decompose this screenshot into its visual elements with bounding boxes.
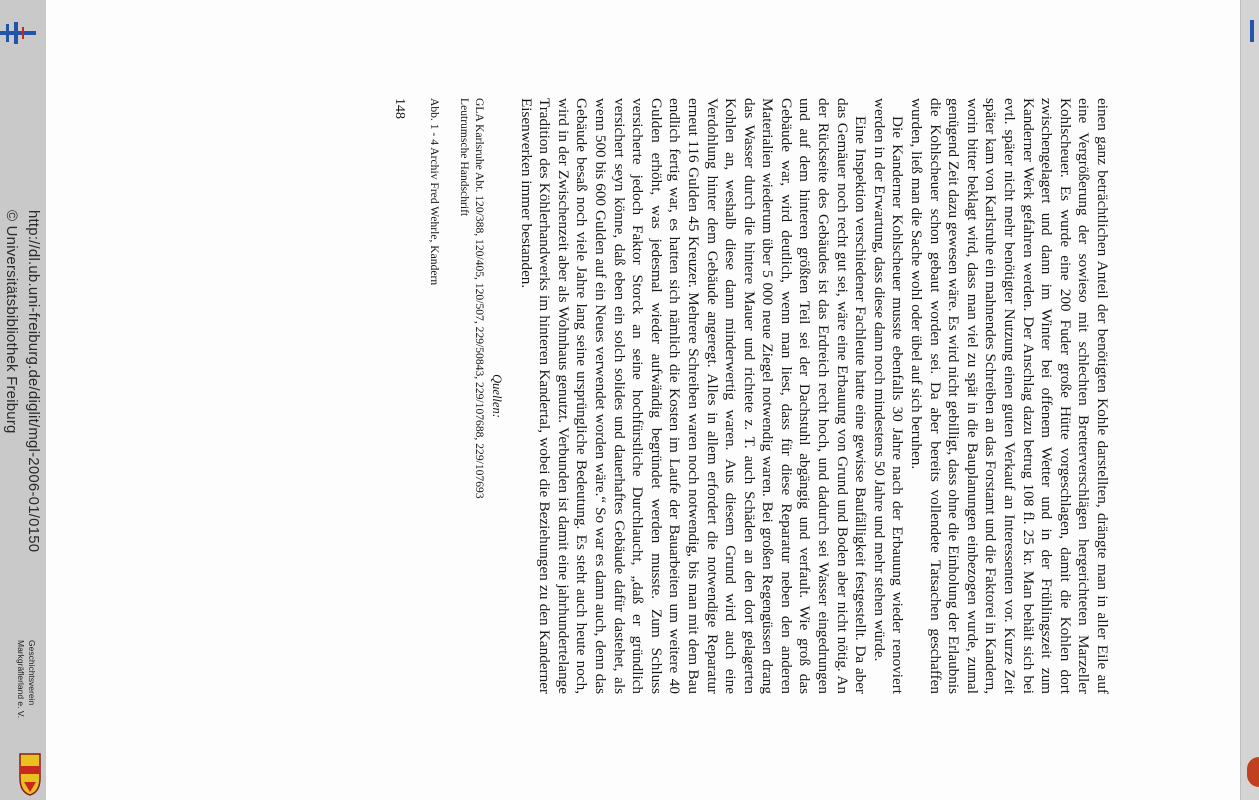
source-manuscript-line: Leutrumsche Handschrift (458, 98, 472, 217)
paragraph-1: einen ganz beträchtlichen Anteil der benötigten Kohle darstellten, drängte man in aller Eile auf eine Vergrößerung der sowieso mit schlechten Bretterverschlägen hergerichteten Marzeller Kohlscheuer. Es wurde eine 200 Fuder große Hütte vorgeschlagen, damit die Kohlen dort zwischengelagert und dann im Winter bei offenem Wetter und in der Frühlingszeit zum Kanderner Werk gefahren werden. Der Anschlag dazu betrug 108 fl. 25 kr. Man behält sich bei evtl. später nicht mehr benötigter Nutzung einen guten Verkauf an Interessenten vor. Kurze Zeit später kam von Karlsruhe ein mahnendes Schreiben an das Forstamt und die Faktorei in Kandern, worin bitter beklagt wird, dass man viel zu spät in die Bauplanungen einbezogen wurde, zumal genügend Zeit dazu gewesen wäre. Es wird nicht gebilligt, dass ohne die Einholung der Erlaubnis die Kohlscheuer schon gebaut worden sei. Da aber bereits vollendete Tatsachen geschaffen wurden, ließ man die Sache wohl oder übel auf sich beruhen. (908, 98, 1111, 694)
copyright-notice: © Universitätsbibliothek Freiburg (3, 210, 20, 434)
page-number: 148 (392, 98, 408, 119)
margin-url-block (0, 210, 44, 630)
paragraph-3: Eine Inspektion verschiedener Fachleute hatte eine gewisse Baufälligkeit festgestellt. Da aber das Gemäuer noch recht gut sei, wäre eine Erbauung von Grund und Boden aber nicht nötig. An der Rückseite des Gebäudes ist das Erdreich recht hoch, und dadurch sei Wasser eingedrungen und auf dem hinteren größten Teil sei der Dachstuhl abgängig und verfault. Wie groß das Gebäude war, wird deutlich, wenn man liest, dass für diese Reparatur neben den anderen Materialien wiederum über 5 000 neue Ziegel notwendig waren. Bei großen Regengüssen drang das Wasser durch die hintere Mauer und richtete z. T. auch Schäden an den dort gelagerten Kohlen an, weshalb diese dann minderwertig waren. Aus diesem Grund wird auch eine Verdohlung hinter dem Gebäude angeregt. Alles in allem erfordert die notwendige Reparatur erneut 116 Gulden 45 Kreuzer. Mehrere Schreiben waren noch notwendig, bis man mit dem Bau endlich fertig war, es hatten sich nämlich die Kosten im Laufe der Bauarbeiten um weitere 40 Gulden erhöht, was jedesmal wieder aufwändig begründet werden musste. Zum Schluss versicherte jedoch Faktor Storck an seine hochfürstliche Durchlaucht, „daß er gründlich versichert seyn könne, daß eben ein solch solides und dauerhaftes Gebäude dafür dastehet, als wenn 500 bis 600 Gulden auf ein Neues verwendet worden wäre.“ So war es dann auch, denn das Gebäude besaß noch viele Jahre lang seine ursprüngliche Bedeutung. Es steht auch heute noch, wird in der Zwischenzeit aber als Wohnhaus genutzt. Verbunden ist damit eine jahrhundertelange Tradition des Köhlerhandwerks im hinteren Kandertal, wobei die Beziehungen zu den Kanderner Eisenwerken immer bestanden. (517, 98, 870, 694)
page-content (391, 98, 1112, 694)
sources-heading: Quellen: (490, 374, 504, 418)
article-body (516, 98, 1111, 694)
society-line-2: Markgräflerland e. V. (16, 640, 26, 719)
source-archive-line: GLA Karlsruhe Abt. 120/388, 120/405, 120/507, 229/50843, 229/107688, 229/107693 (473, 98, 486, 499)
figure-credit: Abb. 1 - 4 Archiv Fred Wehrle, Kandern (428, 98, 441, 286)
society-line-1: Geschichtsverein (27, 640, 37, 706)
source-url-link[interactable]: http://dl.ub.uni-freiburg.de/diglit/mgl-2006-01/0150 (25, 210, 42, 553)
society-label (15, 640, 37, 780)
sources-list (457, 98, 486, 694)
paragraph-2: Die Kanderner Kohlscheuer musste ebenfalls 30 Jahre nach der Erbauung wieder renoviert werden in der Erwartung, dass diese dann noch mindestens 50 Jahre und mehr stehen würde. (870, 98, 907, 694)
